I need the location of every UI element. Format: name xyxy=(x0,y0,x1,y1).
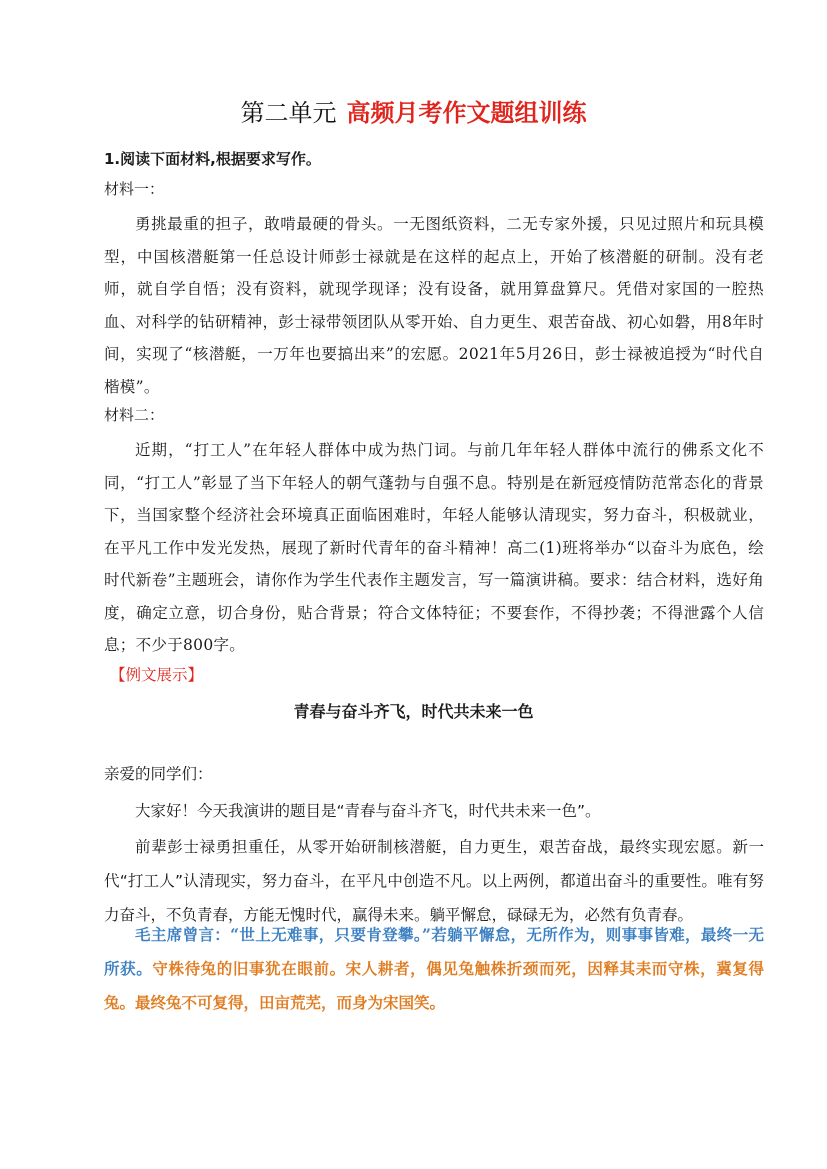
essay-p3-orange-text: 守株待兔的旧事犹在眼前。宋人耕者，偶见兔触株折颈而死，因释其耒而守株，冀复得兔。最终兔不可复得，田亩荒芜，而身为宋国笑。 xyxy=(104,959,764,1012)
essay-p3-blue-text: 毛主席曾言：“世上无难事，只要肯登攀。”若躺平懈怠，无所作为，则事事皆难，最终一无所获。 xyxy=(104,925,764,978)
essay-paragraph-1: 大家好！今天我演讲的题目是“青春与奋斗齐飞，时代共未来一色”。 xyxy=(135,802,601,820)
page-title xyxy=(0,96,827,130)
essay-title: 青春与奋斗齐飞，时代共未来一色 xyxy=(293,702,534,721)
unit-label: 第二单元 xyxy=(240,99,337,127)
essay-greeting: 亲爱的同学们： xyxy=(104,765,213,783)
example-tag: 【例文展示】 xyxy=(110,666,204,684)
essay-paragraph-3 xyxy=(104,918,764,1020)
material2-label: 材料二： xyxy=(104,406,165,424)
material1-text: 勇挑最重的担子，敢啃最硬的骨头。一无图纸资料，二无专家外援，只见过照片和玩具模型，中国核潜艇第一任总设计师彭士禄就是在这样的起点上，开始了核潜艇的研制。没有老师，就自学自悟；没有资料，就现学现译；没有设备，就用算盘算尺。凭借对家国的一腔热血、对科学的钻研精神，彭士禄带领团队从零开始、自力更生、艰苦奋战、初心如磐，用8年时间，实现了“核潜艇，一万年也要搞出来”的宏愿。2021年5月26日，彭士禄被追授为“时代自楷模”。 xyxy=(104,215,764,396)
question-heading: 1.阅读下面材料,根据要求写作。 xyxy=(104,150,321,168)
material1-label: 材料一： xyxy=(104,180,165,198)
material2-text: 近期，“打工人”在年轻人群体中成为热门词。与前几年年轻人群体中流行的佛系文化不同，“打工人”彰显了当下年轻人的朝气蓬勃与自强不息。特别是在新冠疫情防范常态化的背景下，当国家整个经济社会环境真正面临困难时，年轻人能够认清现实，努力奋斗，积极就业，在平凡工作中发光发热，展现了新时代青年的奋斗精神！高二(1)班将举办“以奋斗为底色，绘时代新卷”主题班会，请你作为学生代表作主题发言，写一篇演讲稿。要求：结合材料，选好角度，确定立意，切合身份，贴合背景；符合文体特征；不要套作，不得抄袭；不得泄露个人信息；不少于800字。 xyxy=(104,441,764,654)
title-main: 高频月考作文题组训练 xyxy=(346,98,587,127)
essay-paragraph-2: 前辈彭士禄勇担重任，从零开始研制核潜艇，自力更生，艰苦奋战，最终实现宏愿。新一代“打工人”认清现实，努力奋斗，在平凡中创造不凡。以上两例，都道出奋斗的重要性。唯有努力奋斗，不负青春，方能无愧时代，赢得未来。躺平懈怠，碌碌无为，必然有负青春。 xyxy=(104,838,764,924)
